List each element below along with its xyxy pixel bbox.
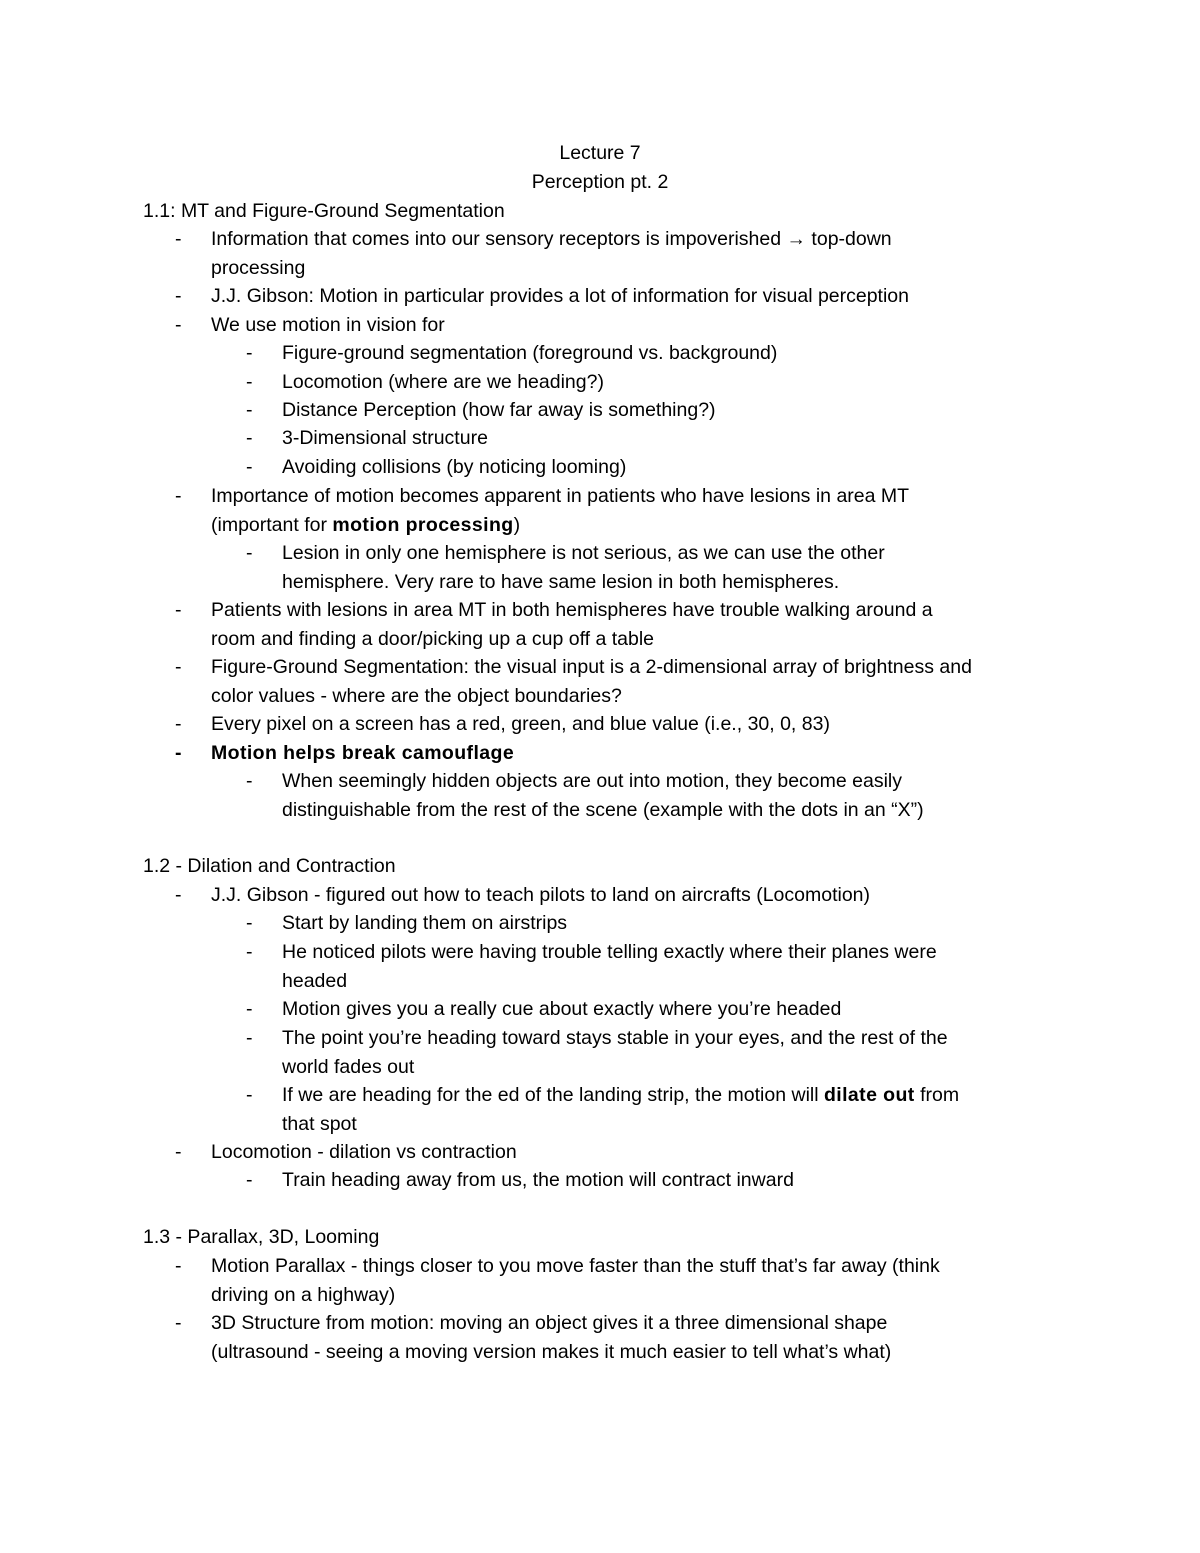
list-item-text: color values - where are the object boundaries? — [211, 684, 622, 707]
list-item-text: room and finding a door/picking up a cup off a table — [211, 627, 655, 650]
text-run: If we are heading for the ed of the landing strip, the motion will — [282, 1084, 824, 1106]
section-heading-1-2: 1.2 - Dilation and Contraction — [143, 855, 396, 877]
list-item-text: Lesion in only one hemisphere is not serious, as we can use the other — [282, 542, 885, 564]
bullet-dash: - — [246, 371, 253, 393]
list-item-text: that spot — [282, 1112, 357, 1135]
list-item-text: Train heading away from us, the motion will contract inward — [282, 1169, 794, 1191]
bullet-dash: - — [246, 427, 253, 449]
text-run: (important for — [211, 513, 333, 536]
bullet-dash: - — [175, 656, 182, 678]
bullet-dash: - — [246, 1084, 253, 1106]
bullet-dash: - — [175, 485, 182, 507]
bullet-dash: - — [246, 542, 253, 564]
bullet-dash: - — [246, 342, 253, 364]
list-item-text: J.J. Gibson: Motion in particular provides a lot of information for visual perception — [211, 285, 910, 307]
bullet-dash: - — [246, 456, 253, 478]
list-item-text: Patients with lesions in area MT in both hemispheres have trouble walking around a — [211, 599, 933, 621]
list-item-text: 3-Dimensional structure — [282, 427, 488, 449]
list-item-text: world fades out — [282, 1055, 415, 1078]
list-item-text: processing — [211, 256, 306, 279]
section-heading-1-1: 1.1: MT and Figure-Ground Segmentation — [143, 200, 505, 222]
list-item-text: hemisphere. Very rare to have same lesion in both hemispheres. — [282, 570, 840, 593]
list-item-text: Figure-Ground Segmentation: the visual input is a 2-dimensional array of brightness and — [211, 656, 972, 678]
list-item-text: Start by landing them on airstrips — [282, 912, 568, 934]
list-item-text: Avoiding collisions (by noticing looming) — [282, 456, 627, 478]
list-item-text: headed — [282, 969, 348, 992]
list-item-text: Every pixel on a screen has a red, green, and blue value (i.e., 30, 0, 83) — [211, 713, 830, 735]
list-item-text: Distance Perception (how far away is something?) — [282, 399, 716, 421]
bullet-dash: - — [175, 1141, 182, 1163]
bullet-dash: - — [175, 1312, 182, 1334]
bullet-dash: - — [246, 941, 253, 963]
list-item-text: 3D Structure from motion: moving an object gives it a three dimensional shape — [211, 1312, 888, 1334]
list-item-text: Motion Parallax - things closer to you move faster than the stuff that’s far away (think — [211, 1255, 940, 1277]
bullet-dash: - — [175, 228, 182, 250]
bullet-dash: - — [175, 285, 182, 307]
bullet-dash: - — [246, 998, 253, 1020]
text-run: from — [914, 1084, 960, 1106]
section-heading-1-3: 1.3 - Parallax, 3D, Looming — [143, 1226, 380, 1248]
list-item-text: (ultrasound - seeing a moving version makes it much easier to tell what’s what) — [211, 1340, 892, 1363]
list-item-text: driving on a highway) — [211, 1283, 396, 1306]
list-item-text: Figure-ground segmentation (foreground vs. background) — [282, 342, 778, 364]
list-item-text: Locomotion - dilation vs contraction — [211, 1141, 517, 1163]
list-item-text: We use motion in vision for — [211, 314, 445, 336]
list-item-text — [282, 1081, 959, 1110]
bold-list-item-text: Motion helps break camouflage — [211, 742, 515, 764]
list-item-text: Information that comes into our sensory receptors is impoverished → top-down — [211, 228, 892, 250]
bullet-dash: - — [175, 742, 182, 764]
bullet-dash: - — [246, 399, 253, 421]
bullet-dash: - — [175, 713, 182, 735]
bullet-dash: - — [175, 314, 182, 336]
bullet-dash: - — [175, 1255, 182, 1277]
bullet-dash: - — [246, 770, 253, 792]
bold-term: dilate out — [823, 1084, 915, 1106]
list-item-text: J.J. Gibson - figured out how to teach pilots to land on aircrafts (Locomotion) — [211, 884, 871, 906]
lecture-title: Lecture 7 — [559, 142, 641, 164]
bullet-dash: - — [246, 912, 253, 934]
bullet-dash: - — [246, 1169, 253, 1191]
list-item-text: Motion gives you a really cue about exactly where you’re headed — [282, 998, 842, 1020]
list-item-text — [211, 511, 520, 540]
bullet-dash: - — [175, 884, 182, 906]
lecture-subtitle: Perception pt. 2 — [531, 171, 669, 193]
list-item-text: Locomotion (where are we heading?) — [282, 371, 604, 393]
list-item-text: The point you’re heading toward stays stable in your eyes, and the rest of the — [282, 1027, 948, 1049]
bold-term: motion processing — [332, 513, 514, 536]
list-item-text: He noticed pilots were having trouble telling exactly where their planes were — [282, 941, 937, 963]
text-run: ) — [513, 513, 521, 536]
bullet-dash: - — [246, 1027, 253, 1049]
list-item-text: distinguishable from the rest of the scene (example with the dots in an “X”) — [282, 798, 924, 821]
list-item-text: When seemingly hidden objects are out into motion, they become easily — [282, 770, 903, 792]
bullet-dash: - — [175, 599, 182, 621]
list-item-text: Importance of motion becomes apparent in patients who have lesions in area MT — [211, 485, 910, 507]
